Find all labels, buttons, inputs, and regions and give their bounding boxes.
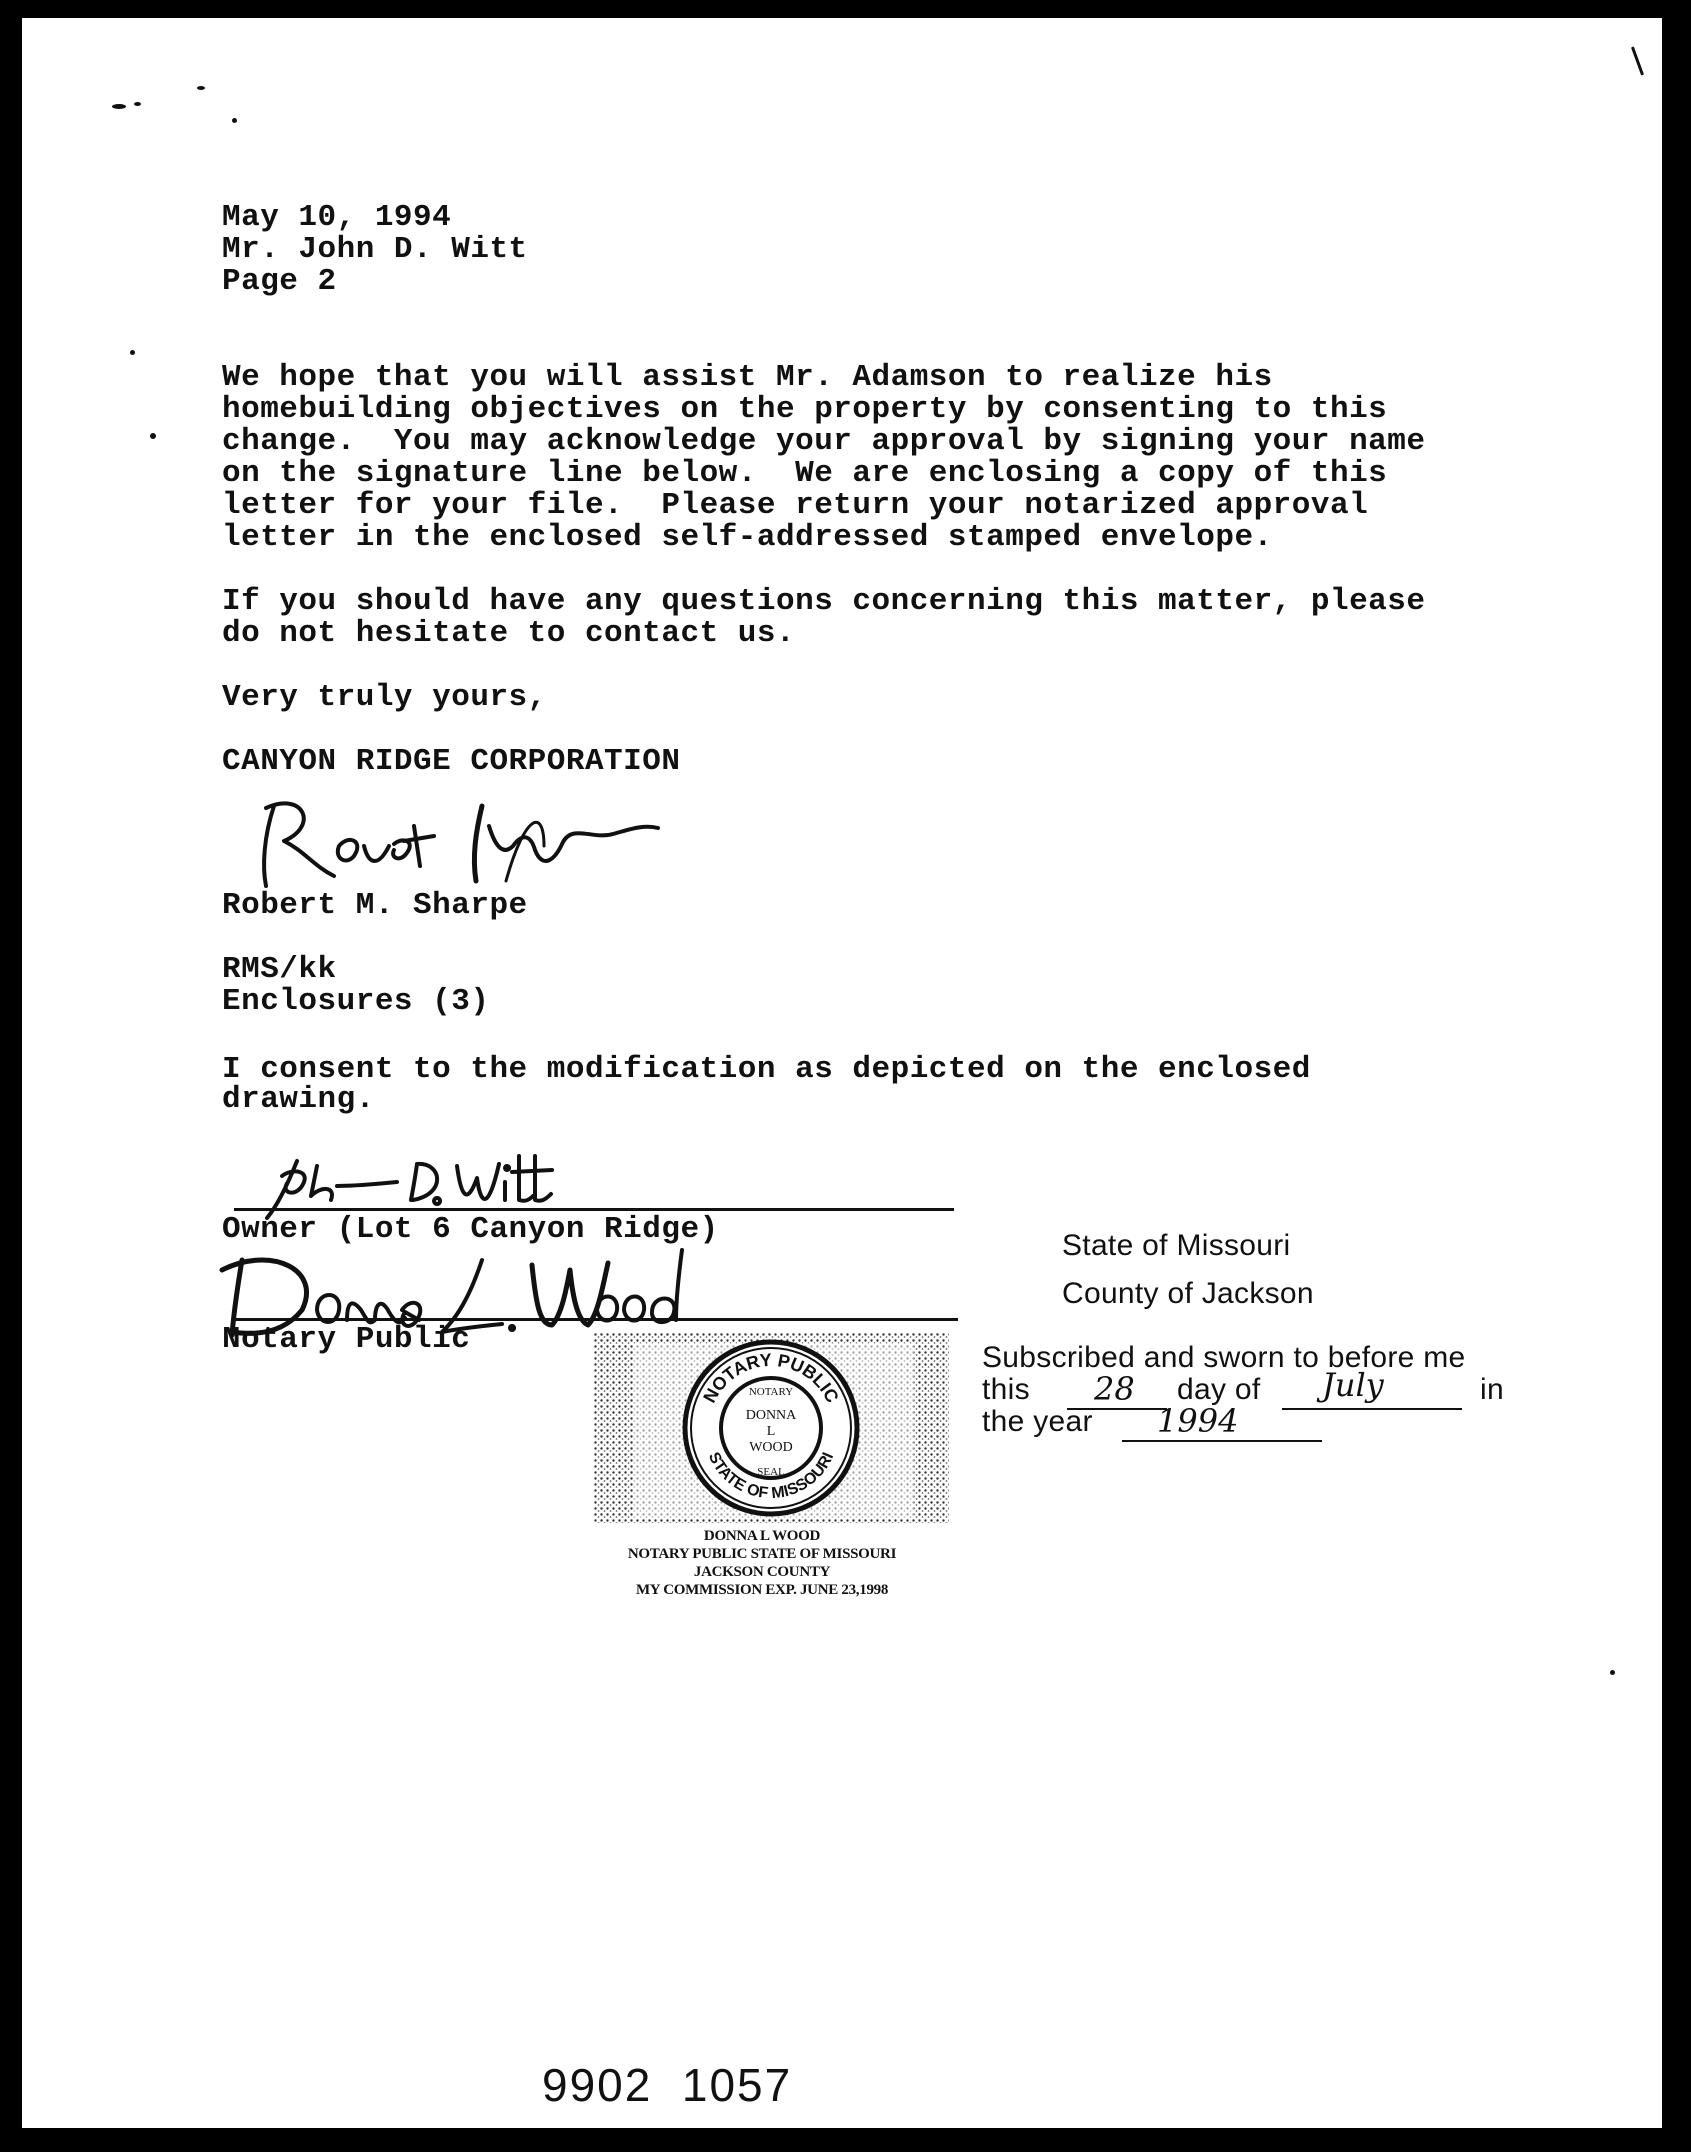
- notary-sworn-line: Subscribed and sworn to before me: [982, 1341, 1466, 1374]
- owner-label: Owner (Lot 6 Canyon Ridge): [222, 1212, 719, 1247]
- paragraph-line: do not hesitate to contact us.: [222, 616, 796, 651]
- robert-sharpe-signature: [244, 786, 664, 896]
- notary-seal: [594, 1333, 949, 1523]
- letter-recipient: Mr. John D. Witt: [222, 232, 528, 267]
- seal-ring-bottom: STATE OF MISSOURI: [704, 1449, 838, 1503]
- seal-name-line: DONNA: [745, 1408, 797, 1423]
- letter-date: May 10, 1994: [222, 200, 452, 235]
- month-fill-line: [1282, 1408, 1462, 1410]
- page-number: Page 2: [222, 264, 337, 299]
- seal-caption-line: DONNA L WOOD: [703, 1528, 821, 1544]
- paragraph-line: We hope that you will assist Mr. Adamson to realize his: [222, 360, 1273, 395]
- paragraph-line: letter for your file. Please return your notarized approval: [222, 488, 1369, 523]
- notary-public-label: Notary Public: [222, 1322, 471, 1357]
- notary-county: County of Jackson: [1062, 1277, 1314, 1310]
- notary-signature-line: [234, 1318, 958, 1321]
- consent-line: drawing.: [222, 1082, 375, 1117]
- paragraph-line: If you should have any questions concerning this matter, please: [222, 584, 1426, 619]
- company-name: CANYON RIDGE CORPORATION: [222, 744, 681, 779]
- scan-speck: [232, 118, 237, 123]
- scan-speck: [197, 86, 205, 90]
- document-number: 9902 1057: [542, 2059, 793, 2111]
- notary-day-of-label: day of: [1177, 1373, 1261, 1406]
- seal-ring-top: NOTARY PUBLIC: [699, 1349, 843, 1407]
- scan-speck: [1610, 1670, 1615, 1675]
- paragraph-line: homebuilding objectives on the property by consenting to this: [222, 392, 1388, 427]
- scan-speck: [134, 102, 141, 106]
- notary-this-label: this: [982, 1373, 1030, 1406]
- seal-inner-bottom: SEAL: [757, 1466, 785, 1478]
- enclosures-note: Enclosures (3): [222, 984, 490, 1019]
- scan-speck: [112, 104, 126, 109]
- owner-signature-line: [234, 1208, 954, 1211]
- seal-inner-top: NOTARY: [748, 1386, 794, 1398]
- signer-name: Robert M. Sharpe: [222, 888, 528, 923]
- typist-initials: RMS/kk: [222, 952, 337, 987]
- year-fill-line: [1122, 1440, 1322, 1442]
- seal-name-line: WOOD: [749, 1440, 793, 1455]
- seal-caption-line: NOTARY PUBLIC STATE OF MISSOURI: [627, 1546, 897, 1562]
- paragraph-line: change. You may acknowledge your approval by signing your name: [222, 424, 1426, 459]
- document-page: [22, 18, 1662, 2128]
- seal-caption-line: MY COMMISSION EXP. JUNE 23,1998: [635, 1582, 889, 1598]
- seal-name-line: L: [766, 1424, 776, 1439]
- seal-graphic: [594, 1333, 949, 1523]
- year-value: 1994: [1157, 1402, 1239, 1440]
- paragraph-line: on the signature line below. We are enclosing a copy of this: [222, 456, 1388, 491]
- salutation: Very truly yours,: [222, 680, 547, 715]
- scan-speck: [150, 433, 156, 439]
- consent-line: I consent to the modification as depicted on the enclosed: [222, 1052, 1311, 1087]
- month-value: July: [1322, 1366, 1384, 1404]
- notary-in-label: in: [1480, 1373, 1504, 1406]
- scan-speck: [1631, 46, 1644, 75]
- scan-speck: [130, 350, 135, 355]
- day-value: 28: [1094, 1370, 1135, 1408]
- seal-caption-line: JACKSON COUNTY: [693, 1564, 831, 1580]
- notary-year-label: the year: [982, 1405, 1093, 1438]
- notary-state: State of Missouri: [1062, 1229, 1291, 1262]
- paragraph-line: letter in the enclosed self-addressed stamped envelope.: [222, 520, 1273, 555]
